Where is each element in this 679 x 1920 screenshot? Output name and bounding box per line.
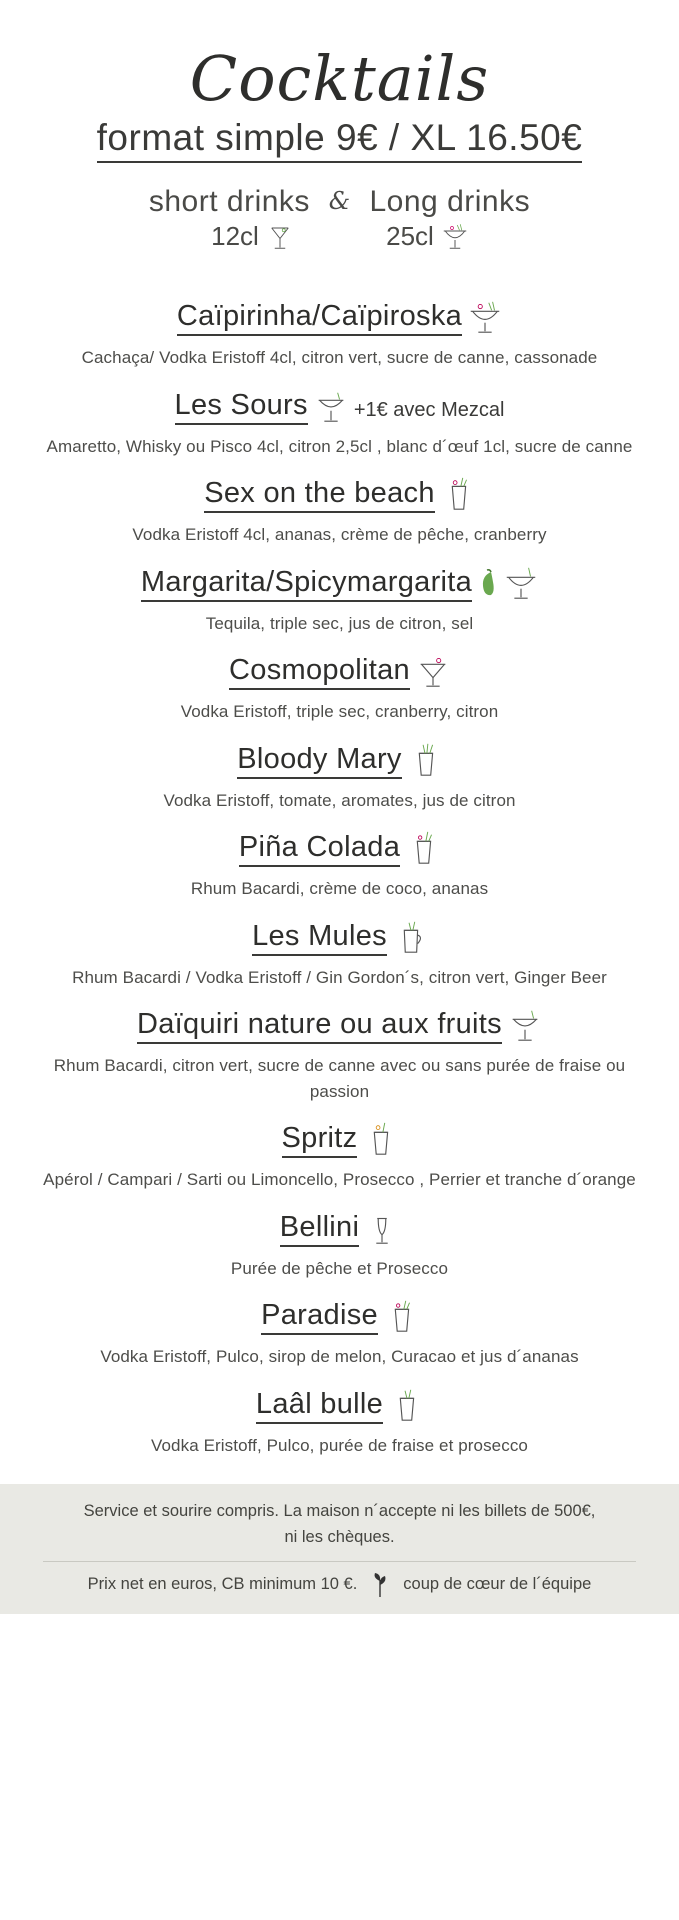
drink-head [0,298,679,336]
sizes-row [0,221,679,252]
size-long [340,221,515,252]
drink-name: Les Mules [252,921,387,956]
drink-description: Amaretto, Whisky ou Pisco 4cl, citron 2,5cl , blanc d´œuf 1cl, sucre de canne [46,436,633,456]
drink-description: Vodka Eristoff, tomate, aromates, jus de citron [163,790,516,810]
drink-item [0,1120,679,1193]
footer-line-1: Service et sourire compris. La maison n´accepte ni les billets de 500€, [83,1502,596,1521]
subhead [0,185,679,219]
footer-bottom [10,1572,669,1598]
drink-head [0,829,679,867]
drink-name: Daïquiri nature ou aux fruits [137,1009,502,1044]
martini-glass-icon [416,652,450,690]
drink-item [0,1297,679,1370]
drink-item [0,918,679,991]
tumbler-glass-icon [389,1386,423,1424]
drink-description: Vodka Eristoff, Pulco, purée de fraise et prosecco [150,1435,528,1455]
drink-head [0,918,679,956]
tumbler-glass-icon [384,1297,418,1335]
menu-header [0,42,679,252]
drink-description: Purée de pêche et Prosecco [230,1258,449,1278]
drink-head [0,475,679,513]
subhead-right: Long drinks [369,185,531,219]
format-text: format simple 9€ / XL 16.50€ [97,117,583,163]
drink-name: Spritz [282,1123,358,1158]
drink-name: Caïpirinha/Caïpiroska [177,301,462,336]
drink-description: Rhum Bacardi, citron vert, sucre de canne avec ou sans purée de fraise ou passion [53,1056,626,1101]
drink-item [0,1006,679,1104]
coupe-glass-icon [314,387,348,425]
drink-head [0,652,679,690]
drink-description: Tequila, triple sec, jus de citron, sel [205,613,474,633]
margarita-glass-icon [504,564,538,602]
drink-item [0,741,679,814]
flute-glass-icon [365,1209,399,1247]
page-title: Cocktails [189,42,490,115]
drink-head [0,387,679,425]
drink-extra: +1€ avec Mezcal [353,398,505,421]
drink-item [0,298,679,371]
highball-glass-icon [408,741,442,779]
drink-head [0,1120,679,1158]
footer-line-2: ni les chèques. [284,1528,395,1547]
drink-head [0,741,679,779]
drink-name: Margarita/Spicymargarita [141,567,472,602]
highball-glass-icon [441,475,475,513]
drink-description: Vodka Eristoff, Pulco, sirop de melon, Curacao et jus d´ananas [100,1347,579,1367]
size-long-label: 25cl [386,221,434,252]
drink-name: Laâl bulle [256,1389,383,1424]
coupe-glass-icon [508,1006,542,1044]
tumbler-glass-icon [406,829,440,867]
size-short [165,221,340,252]
subhead-amp: & [328,187,351,216]
drink-name: Piña Colada [239,832,400,867]
martini-glass-icon [267,222,293,252]
drink-head [0,1006,679,1044]
format-line [0,117,679,163]
drinks-list [0,298,679,1458]
drink-head [0,1297,679,1335]
drink-item [0,387,679,460]
menu-footer [0,1484,679,1614]
drink-description: Rhum Bacardi, crème de coco, ananas [190,879,489,899]
footer-line-4: coup de cœur de l´équipe [403,1575,592,1594]
footer-divider [43,1561,636,1562]
drink-item [0,1209,679,1282]
footer-line-3: Prix net en euros, CB minimum 10 €. [87,1575,358,1594]
drink-item [0,829,679,902]
drink-name: Les Sours [175,390,308,425]
drink-item [0,1386,679,1459]
drink-item [0,475,679,548]
mug-glass-icon [393,918,427,956]
drink-name: Sex on the beach [204,478,435,513]
drink-description: Vodka Eristoff, triple sec, cranberry, citron [180,702,499,722]
drink-description: Rhum Bacardi / Vodka Eristoff / Gin Gordon´s, citron vert, Ginger Beer [72,967,607,987]
drink-head [0,1386,679,1424]
drink-name: Cosmopolitan [229,655,410,690]
drink-item [0,652,679,725]
margarita-glass-icon [468,298,502,336]
drink-name: Bloody Mary [237,744,401,779]
drink-description: Cachaça/ Vodka Eristoff 4cl, citron vert, sucre de canne, cassonade [81,348,598,368]
size-short-label: 12cl [211,221,259,252]
drink-name: Bellini [280,1212,359,1247]
drink-head [0,564,679,602]
margarita-glass-icon [442,222,468,252]
drink-name: Paradise [261,1300,378,1335]
chili-pepper-icon [478,568,498,602]
tumbler-glass-icon [363,1120,397,1158]
drink-description: Vodka Eristoff 4cl, ananas, crème de pêche, cranberry [132,525,547,545]
drink-description: Apérol / Campari / Sarti ou Limoncello, Prosecco , Perrier et tranche d´orange [43,1170,636,1190]
leaf-icon [371,1572,389,1598]
subhead-left: short drinks [148,185,310,219]
drink-head [0,1209,679,1247]
drink-item [0,564,679,637]
